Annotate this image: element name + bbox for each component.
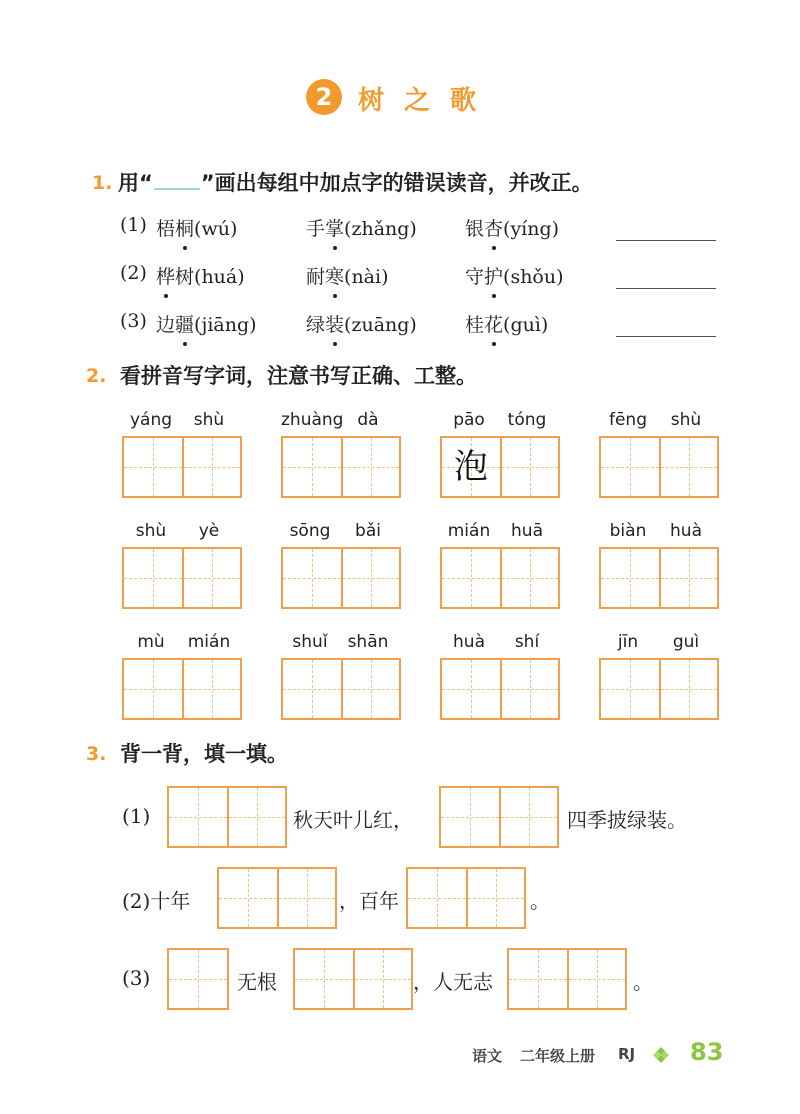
- write-cell[interactable]: [601, 438, 659, 496]
- pinyin-label: shān: [347, 632, 389, 652]
- footer-subject: 语文: [472, 1047, 503, 1065]
- write-cell[interactable]: [124, 549, 182, 607]
- footer-grade: 二年级上册: [520, 1047, 596, 1065]
- word-grid-9: [122, 632, 242, 720]
- fill-box: [293, 948, 413, 1010]
- write-cell[interactable]: [500, 438, 558, 496]
- answer-line-2[interactable]: [616, 288, 716, 289]
- fill-box: [507, 948, 627, 1010]
- write-cell[interactable]: [124, 438, 182, 496]
- word-grid-1: [122, 410, 242, 498]
- write-cell[interactable]: [283, 660, 341, 718]
- write-cell[interactable]: [509, 950, 567, 1008]
- write-cell[interactable]: [353, 950, 411, 1008]
- fill-box: [167, 786, 287, 848]
- write-cell[interactable]: [441, 788, 499, 846]
- write-cell[interactable]: [295, 950, 353, 1008]
- pinyin-label: fēng: [608, 410, 647, 430]
- q2-number: 2.: [86, 365, 107, 387]
- pinyin-label: mián: [187, 632, 231, 652]
- pinyin-label: jīn: [617, 632, 639, 652]
- q1-row-3-item-2: 绿装(zuāng): [306, 310, 417, 337]
- pinyin-label: shuǐ: [292, 632, 328, 652]
- answer-line-3[interactable]: [616, 336, 716, 337]
- handwritten-answer: 泡: [454, 447, 488, 487]
- write-cell[interactable]: [341, 549, 399, 607]
- write-cell[interactable]: [500, 660, 558, 718]
- q1-row-3-item-3: 桂花(guì): [465, 310, 548, 337]
- write-cell[interactable]: [283, 438, 341, 496]
- page-number: 83: [690, 1038, 724, 1066]
- pinyin-label: biàn: [609, 521, 647, 541]
- q3-line-2-end: 。: [530, 889, 550, 913]
- q1-number: 1.: [92, 172, 113, 194]
- fill-box: [167, 948, 229, 1010]
- pinyin-label: tóng: [507, 410, 547, 430]
- q3-line-2-mid: ，百年: [339, 889, 399, 913]
- pinyin-label: sōng: [289, 521, 331, 541]
- q3-instruction: 背一背，填一填。: [120, 742, 288, 766]
- write-cell[interactable]: [442, 438, 500, 496]
- write-cell[interactable]: [659, 549, 717, 607]
- q3-line-1-mid: 秋天叶儿红，: [293, 808, 413, 832]
- word-grid-10: [281, 632, 401, 720]
- q1-row-1-item-3: 银杏(yíng): [465, 214, 559, 241]
- word-grid-4: [599, 410, 719, 498]
- q1-row-3-label: (3): [120, 310, 147, 332]
- pinyin-label: shù: [193, 410, 225, 430]
- q3-line-3-end: 。: [633, 970, 653, 994]
- fill-box: [217, 867, 337, 929]
- write-cell[interactable]: [442, 660, 500, 718]
- write-cell[interactable]: [567, 950, 625, 1008]
- q3-line-1-label: (1): [122, 804, 151, 828]
- pinyin-label: pāo: [453, 410, 485, 430]
- pinyin-label: shí: [514, 632, 540, 652]
- write-cell[interactable]: [442, 549, 500, 607]
- write-cell[interactable]: [601, 549, 659, 607]
- q1-row-2-item-3: 守护(shǒu): [465, 262, 564, 289]
- q3-line-1-end: 四季披绿装。: [567, 808, 687, 832]
- write-cell[interactable]: [341, 660, 399, 718]
- q3-line-3-label: (3): [122, 966, 151, 990]
- q3-number: 3.: [86, 743, 107, 765]
- pinyin-label: mián: [447, 521, 491, 541]
- word-grid-6: [281, 521, 401, 609]
- word-grid-5: [122, 521, 242, 609]
- write-cell[interactable]: [227, 788, 285, 846]
- q1-instruction: [118, 167, 593, 197]
- write-cell[interactable]: [182, 549, 240, 607]
- write-cell[interactable]: [500, 549, 558, 607]
- pinyin-label: huà: [670, 521, 702, 541]
- q1-instruction-pre: 用“: [118, 171, 153, 195]
- footer-edition: RJ: [618, 1045, 636, 1063]
- pinyin-label: mù: [137, 632, 165, 652]
- q1-row-2-item-2: 耐寒(nài): [306, 262, 389, 289]
- write-cell[interactable]: [283, 549, 341, 607]
- write-cell[interactable]: [169, 788, 227, 846]
- q3-line-3-mid: 无根: [237, 970, 277, 994]
- word-grid-8: [599, 521, 719, 609]
- q1-row-2-item-1: 桦树(huá): [156, 262, 245, 289]
- word-grid-3: [440, 410, 560, 498]
- q1-instruction-post: ”画出每组中加点字的错误读音，并改正。: [200, 171, 593, 195]
- pinyin-label: yè: [198, 521, 220, 541]
- write-cell[interactable]: [277, 869, 335, 927]
- write-cell[interactable]: [601, 660, 659, 718]
- write-cell[interactable]: [466, 869, 524, 927]
- word-grid-2: [281, 410, 401, 498]
- word-grid-12: [599, 632, 719, 720]
- write-cell[interactable]: [499, 788, 557, 846]
- q1-row-1-item-2: 手掌(zhǎng): [306, 214, 417, 241]
- pinyin-label: yáng: [129, 410, 173, 430]
- q1-row-1-item-1: 梧桐(wú): [156, 214, 237, 241]
- pinyin-label: guì: [672, 632, 700, 652]
- lesson-number-badge: 2: [306, 79, 342, 115]
- answer-line-1[interactable]: [616, 240, 716, 241]
- write-cell[interactable]: [182, 438, 240, 496]
- write-cell[interactable]: [124, 660, 182, 718]
- q1-row-3-item-1: 边疆(jiāng): [156, 310, 257, 337]
- pinyin-label: shù: [135, 521, 167, 541]
- q3-line-3-mid2: ，人无志: [413, 970, 493, 994]
- pinyin-label: huà: [453, 632, 485, 652]
- pinyin-label: bǎi: [355, 521, 381, 541]
- green-underline-sample: [154, 170, 200, 190]
- write-cell[interactable]: [408, 869, 466, 927]
- fill-box: [439, 786, 559, 848]
- pinyin-label: huā: [511, 521, 543, 541]
- pinyin-label: shù: [670, 410, 702, 430]
- q2-instruction: 看拼音写字词，注意书写正确、工整。: [120, 364, 477, 388]
- word-grid-11: [440, 632, 560, 720]
- write-cell[interactable]: [219, 869, 277, 927]
- q1-row-1-label: (1): [120, 214, 147, 236]
- write-cell[interactable]: [182, 660, 240, 718]
- pinyin-label: zhuàng: [281, 410, 344, 430]
- q3-line-2-label: (2)十年: [122, 889, 191, 913]
- pinyin-label: dà: [357, 410, 379, 430]
- write-cell[interactable]: [659, 660, 717, 718]
- fill-box: [406, 867, 526, 929]
- q1-row-2-label: (2): [120, 262, 147, 284]
- write-cell[interactable]: [341, 438, 399, 496]
- leaf-icon: [652, 1046, 670, 1064]
- write-cell[interactable]: [169, 950, 227, 1008]
- word-grid-7: [440, 521, 560, 609]
- write-cell[interactable]: [659, 438, 717, 496]
- page-title: 树之歌: [358, 86, 497, 116]
